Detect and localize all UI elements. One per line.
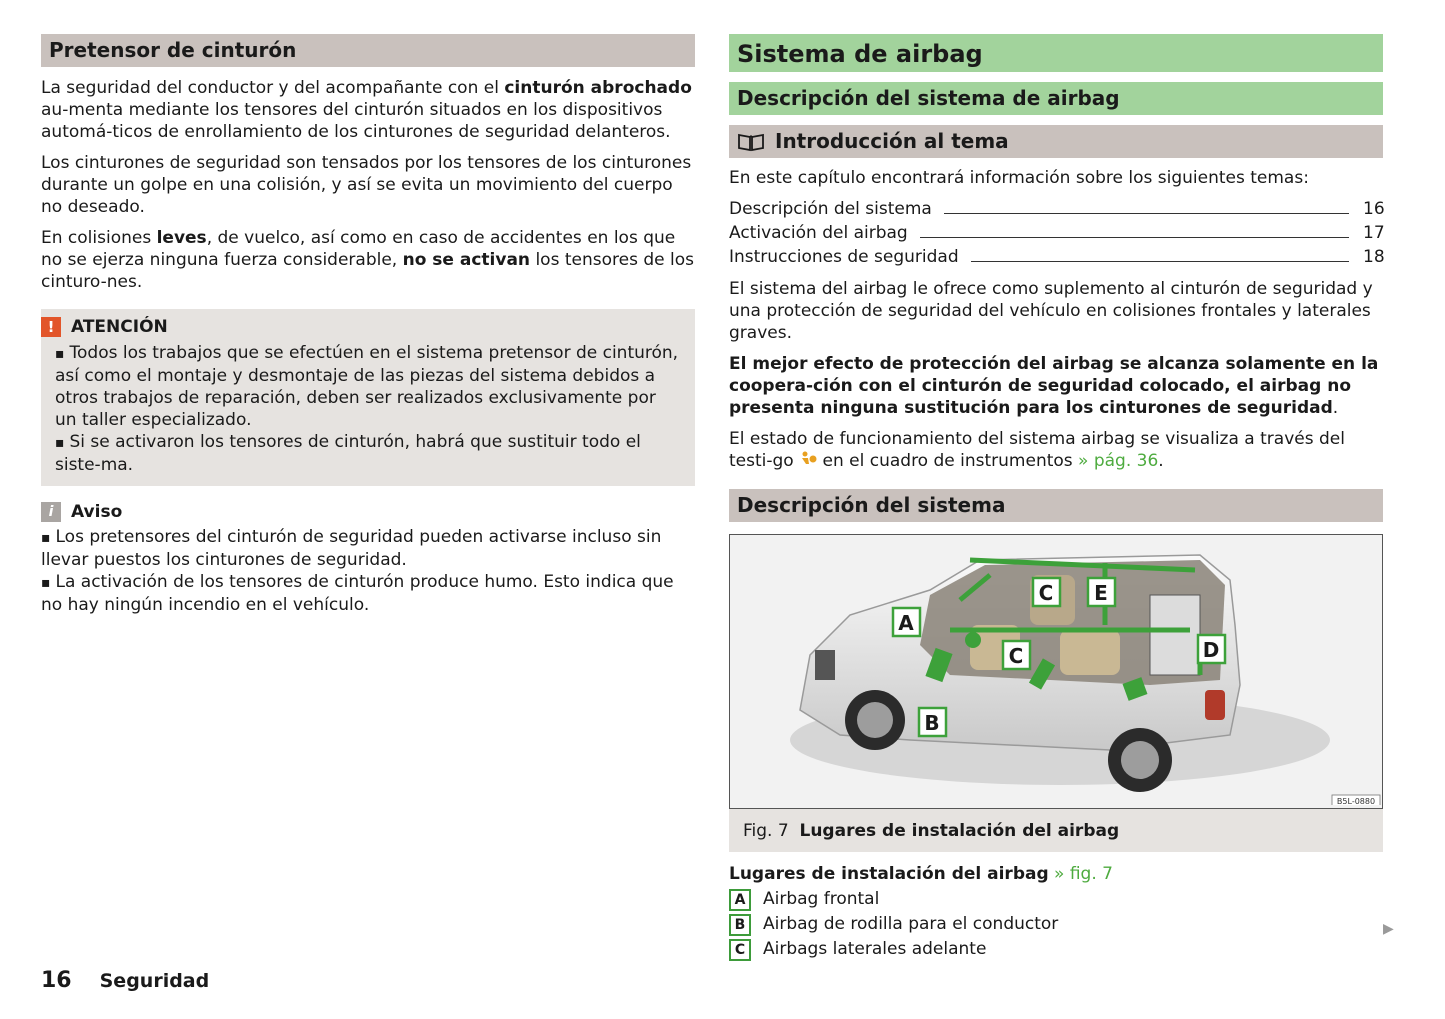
figure-caption: Fig. 7 Lugares de instalación del airbag: [729, 809, 1383, 852]
legend-list: [729, 887, 1383, 962]
chapter-title: Sistema de airbag: [729, 34, 1383, 72]
section-title-pretensor: Pretensor de cinturón: [41, 34, 695, 67]
note-title: i Aviso: [41, 502, 695, 522]
legend-item: A Airbag frontal: [729, 887, 1383, 912]
legend-title: Lugares de instalación del airbag » fig. 7: [729, 864, 1113, 884]
paragraph-2: Los cinturones de seguridad son tensados por los tensores de los cinturones durante un golpe en una colisión, y así se evita un movimiento del cuerpo no deseado.: [41, 153, 692, 217]
warning-title: ! ATENCIÓN: [41, 317, 681, 337]
airbag-paragraph-2: El mejor efecto de protección del airbag se alcanza solamente en la coopera-ción con el cinturón de seguridad colocado, el airbag no presenta ninguna sustitución para los cinturones de seguridad.: [729, 354, 1379, 418]
figure-code: B5L-0880: [1336, 797, 1376, 805]
toc-row[interactable]: Descripción del sistema 16: [729, 199, 1385, 219]
paragraph-1: La seguridad del conductor y del acompañante con el cinturón abrochado au-menta mediante los tensores del cinturón situados en los dispositivos automá-ticos de enrollamiento de los cinturones de seguridad delanteros.: [41, 78, 692, 142]
note-box: [41, 502, 695, 616]
warning-box: [41, 309, 695, 486]
paragraph-3: En colisiones leves, de vuelco, así como en caso de accidentes en los que no se ejerza ninguna fuerza considerable, no se activan los tensores de los cinturo-nes.: [41, 228, 694, 292]
next-page-arrow-icon[interactable]: ▶: [1383, 921, 1394, 937]
airbag-paragraph-1: El sistema del airbag le ofrece como suplemento al cinturón de seguridad y una protección de seguridad del vehículo en colisiones frontales y laterales graves.: [729, 279, 1373, 343]
airbag-paragraph-3: El estado de funcionamiento del sistema airbag se visualiza a través del testi-go en el cuadro de instrumentos » pág. 36.: [729, 429, 1345, 471]
figure-label-d: D: [1202, 638, 1220, 662]
footer-section: Seguridad: [99, 970, 210, 992]
legend-item: B Airbag de rodilla para el conductor: [729, 912, 1383, 937]
warning-item: ▪ Si se activaron los tensores de cinturón, habrá que sustituir todo el siste-ma.: [55, 431, 681, 476]
left-column: [41, 34, 695, 616]
car-illustration: [730, 535, 1381, 805]
airbag-warning-light-icon: [799, 450, 817, 466]
figure-link[interactable]: » fig. 7: [1054, 864, 1113, 884]
figure-label-b: B: [924, 711, 940, 735]
intro-header: Introducción al tema: [729, 125, 1383, 158]
intro-text: En este capítulo encontrará información sobre los siguientes temas:: [729, 168, 1309, 188]
page-link[interactable]: » pág. 36: [1078, 451, 1159, 471]
figure-label-c-top: C: [1038, 581, 1054, 605]
legend-item: C Airbags laterales adelante: [729, 937, 1383, 962]
figure-label-e: E: [1094, 581, 1108, 605]
page-footer: [41, 968, 209, 993]
page-number: 16: [41, 968, 72, 993]
airbag-figure: [729, 534, 1383, 809]
section-title-airbag: Descripción del sistema de airbag: [729, 82, 1383, 115]
figure-label-a: A: [898, 611, 914, 635]
toc-list: [729, 197, 1383, 269]
info-icon: i: [41, 502, 61, 522]
figure-label-c-bottom: C: [1008, 644, 1024, 668]
subsection-title: Descripción del sistema: [729, 489, 1383, 522]
toc-row[interactable]: Activación del airbag 17: [729, 223, 1385, 243]
warning-icon: !: [41, 317, 61, 337]
right-column: [729, 34, 1383, 962]
book-icon: [737, 132, 765, 152]
toc-row[interactable]: Instrucciones de seguridad 18: [729, 247, 1385, 267]
note-item: ▪ Los pretensores del cinturón de seguridad pueden activarse incluso sin llevar puestos los cinturones de seguridad.: [41, 526, 695, 571]
warning-item: ▪ Todos los trabajos que se efectúen en el sistema pretensor de cinturón, así como el montaje y desmontaje de las piezas del sistema debidos a otros trabajos de reparación, deben ser realizados exclusivamente por un taller especializado.: [55, 342, 681, 431]
note-item: ▪ La activación de los tensores de cinturón produce humo. Esto indica que no hay ningún incendio en el vehículo.: [41, 571, 695, 616]
